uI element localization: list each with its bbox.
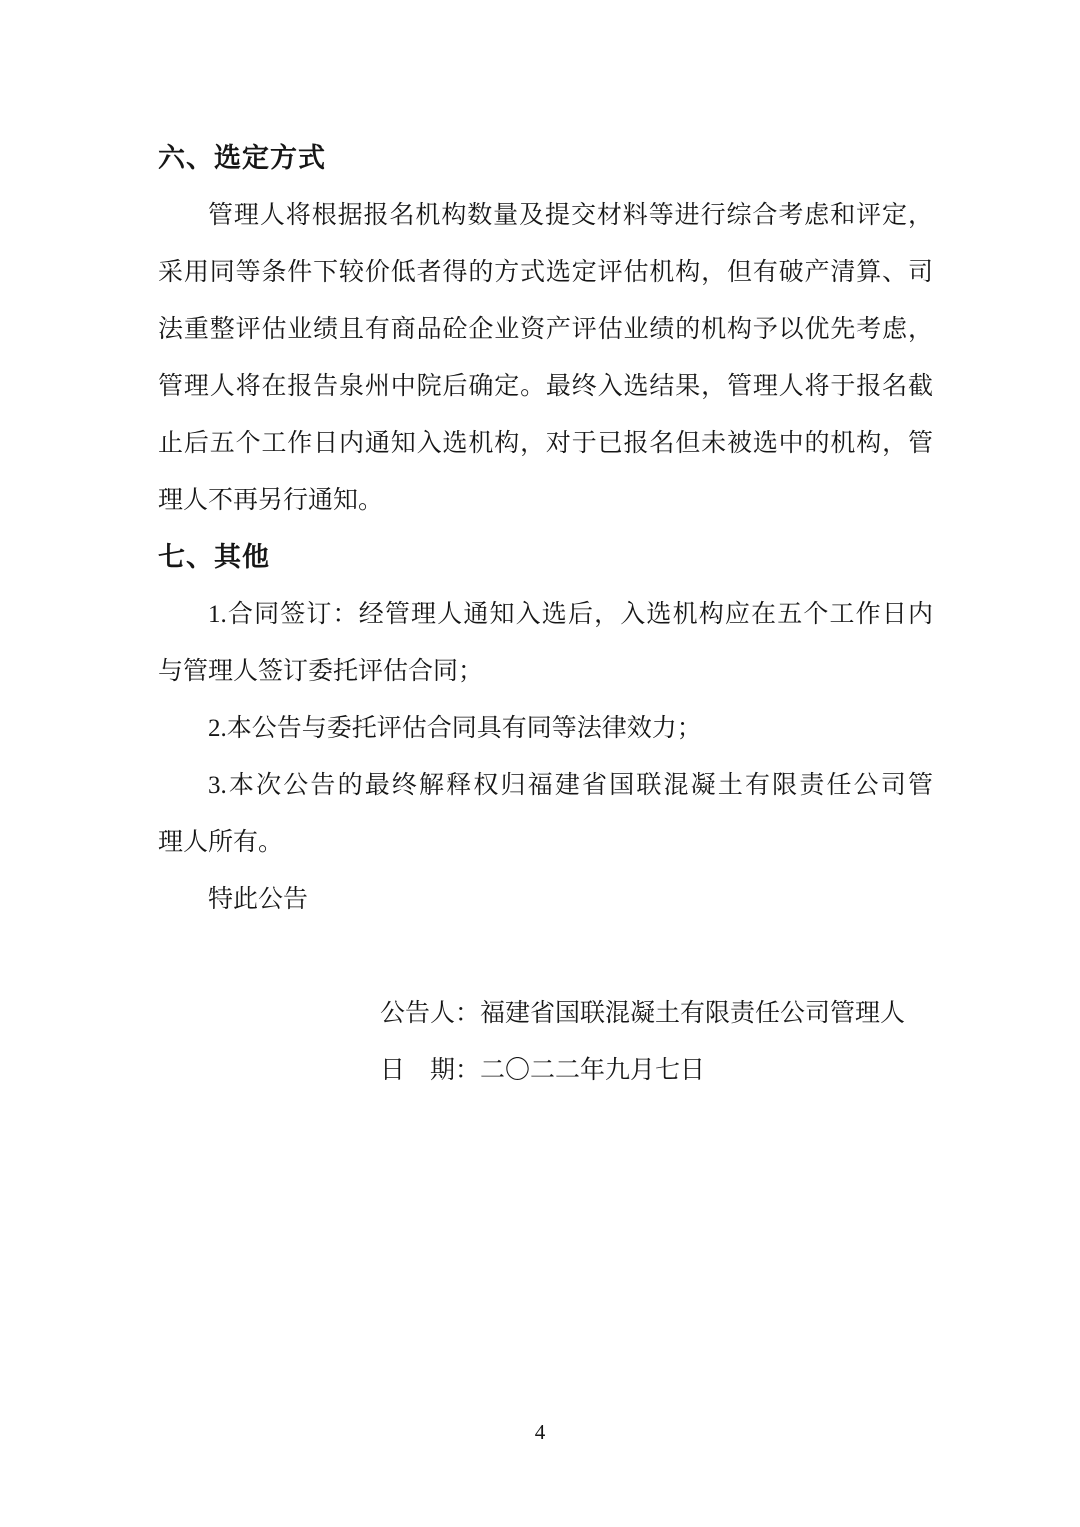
document-body xyxy=(158,130,933,1099)
section-7-item-1-line: 与管理人签订委托评估合同； xyxy=(158,658,484,685)
section-6-paragraph-line: 采用同等条件下较价低者得的方式选定评估机构，但有破产清算、司 xyxy=(158,259,933,286)
section-7-item-3-line: 理人所有。 xyxy=(158,829,284,856)
page-number: 4 xyxy=(534,1420,546,1444)
section-6-paragraph-line: 管理人将在报告泉州中院后确定。最终入选结果，管理人将于报名截 xyxy=(158,373,933,400)
date-line: 日 期：二〇二二年九月七日 xyxy=(380,1057,706,1084)
section-6-paragraph-line: 理人不再另行通知。 xyxy=(158,487,384,514)
section-6-paragraph-line: 法重整评估业绩且有商品砼企业资产评估业绩的机构予以优先考虑， xyxy=(158,316,933,343)
section-6-heading: 六、选定方式 xyxy=(158,143,326,173)
section-6-paragraph-line: 止后五个工作日内通知入选机构，对于已报名但未被选中的机构，管 xyxy=(158,430,933,457)
blank-line xyxy=(158,928,933,985)
closing-line: 特此公告 xyxy=(208,886,309,913)
section-7-item-2-line: 2.本公告与委托评估合同具有同等法律效力； xyxy=(208,715,702,742)
announcer-line: 公告人：福建省国联混凝土有限责任公司管理人 xyxy=(380,1000,906,1027)
section-7-item-3-line: 3.本次公告的最终解释权归福建省国联混凝土有限责任公司管 xyxy=(208,772,933,799)
section-6-paragraph-line: 管理人将根据报名机构数量及提交材料等进行综合考虑和评定， xyxy=(208,202,933,229)
section-7-heading: 七、其他 xyxy=(158,542,270,572)
section-7-item-1-line: 1.合同签订：经管理人通知入选后，入选机构应在五个工作日内 xyxy=(208,601,933,628)
